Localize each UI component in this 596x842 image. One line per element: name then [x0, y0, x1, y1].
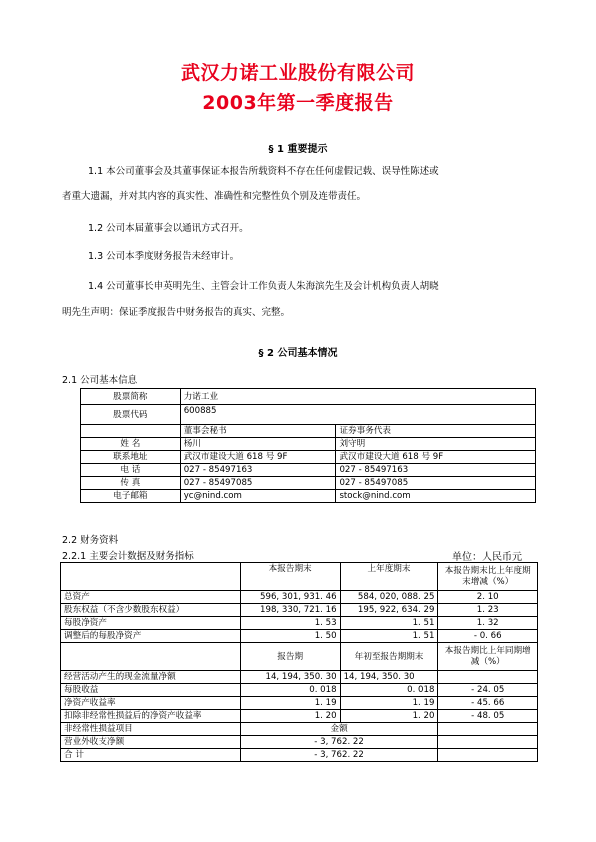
secretary-name: 杨川 [180, 438, 336, 451]
row-label: 扣除非经常性损益后的净资产收益率 [61, 710, 241, 723]
cell-value: 1. 19 [340, 697, 438, 710]
cell-value: - 0. 66 [438, 630, 538, 643]
col-prior-year-end: 上年度期末 [340, 563, 438, 591]
table-row [81, 389, 536, 405]
table-row [61, 736, 538, 749]
cell-value: 1. 51 [340, 617, 438, 630]
table-row [61, 710, 538, 723]
cell-value: 198, 330, 721. 16 [240, 604, 340, 617]
cell-value: 2. 10 [438, 591, 538, 604]
para-1-4-line2: 明先生声明：保证季度报告中财务报告的真实、完整。 [62, 307, 291, 318]
cell-value: - 45. 66 [438, 697, 538, 710]
rep-name: 刘守明 [336, 438, 536, 451]
table-row [61, 617, 538, 630]
fax-label: 传 真 [81, 477, 181, 490]
cell-value: 1. 51 [340, 630, 438, 643]
table-row [81, 464, 536, 477]
rep-email: stock@nind.com [336, 490, 536, 503]
col-change-vs-prior-year-end: 本报告期末比上年度期末增减（%） [438, 563, 538, 591]
empty-cell [61, 563, 241, 591]
stock-short-name-value: 力诺工业 [180, 389, 535, 405]
cell-value: 0. 018 [340, 684, 438, 697]
para-1-2: 1.2 公司本届董事会以通讯方式召开。 [88, 223, 249, 234]
cell-value: 195, 922, 634. 29 [340, 604, 438, 617]
basic-info-table [80, 388, 536, 503]
table-row [81, 451, 536, 464]
col-change-vs-prior-period: 本报告期比上年同期增减（%） [438, 643, 538, 671]
address-label: 联系地址 [81, 451, 181, 464]
rep-fax: 027 - 85497085 [336, 477, 536, 490]
para-1-1-line1: 1.1 本公司董事会及其董事保证本报告所载资料不存在任何虚假记载、误导性陈述或 [88, 166, 439, 177]
empty-cell [61, 643, 241, 671]
cell-value: 1. 20 [340, 710, 438, 723]
empty-cell [438, 749, 538, 762]
email-label: 电子邮箱 [81, 490, 181, 503]
row-label: 经营活动产生的现金流量净额 [61, 671, 241, 684]
col-period-end: 本报告期末 [240, 563, 340, 591]
stock-short-name-label: 股票简称 [81, 389, 181, 405]
row-label: 每股收益 [61, 684, 241, 697]
secretary-email: yc@nind.com [180, 490, 336, 503]
subheading-finance: 2.2 财务资料 [62, 535, 119, 546]
section2-heading: § 2 公司基本情况 [258, 348, 338, 359]
cell-value [438, 671, 538, 684]
document-title-report: 2003年第一季度报告 [202, 92, 394, 114]
cell-value: 0. 018 [240, 684, 340, 697]
nonrecurring-item-label: 非经常性损益项目 [61, 723, 241, 736]
rep-phone: 027 - 85497163 [336, 464, 536, 477]
cell-value: - 48. 05 [438, 710, 538, 723]
row-label: 调整后的每股净资产 [61, 630, 241, 643]
row-label: 合 计 [61, 749, 241, 762]
subheading-indicators: 2.2.1 主要会计数据及财务指标 [62, 551, 194, 562]
table-row [81, 490, 536, 503]
table-row [81, 425, 536, 438]
secretary-column-header: 董事会秘书 [180, 425, 336, 438]
section1-heading: § 1 重要提示 [268, 144, 328, 155]
table-row [61, 643, 538, 671]
table-row [81, 477, 536, 490]
cell-value: - 3, 762. 22 [240, 736, 438, 749]
cell-value: 1. 32 [438, 617, 538, 630]
document-title-company: 武汉力诺工业股份有限公司 [180, 62, 415, 84]
rep-column-header: 证券事务代表 [336, 425, 536, 438]
cell-value: 14, 194, 350. 30 [240, 671, 340, 684]
secretary-phone: 027 - 85497163 [180, 464, 336, 477]
para-1-3: 1.3 公司本季度财务报告未经审计。 [88, 251, 240, 262]
currency-unit: 单位：人民币元 [452, 552, 522, 563]
name-label: 姓 名 [81, 438, 181, 451]
row-label: 净资产收益率 [61, 697, 241, 710]
cell-value: 1. 53 [240, 617, 340, 630]
cell-value: - 3, 762. 22 [240, 749, 438, 762]
cell-value: 1. 23 [438, 604, 538, 617]
empty-cell [81, 425, 181, 438]
nonrecurring-amount-label: 金额 [240, 723, 438, 736]
row-label: 营业外收支净额 [61, 736, 241, 749]
para-1-1-line2: 者重大遗漏，并对其内容的真实性、准确性和完整性负个别及连带责任。 [62, 191, 367, 202]
phone-label: 电 话 [81, 464, 181, 477]
table-row [81, 405, 536, 425]
para-1-4-line1: 1.4 公司董事长申英明先生、主管会计工作负责人朱海滨先生及会计机构负责人胡晓 [88, 281, 439, 292]
empty-cell [438, 736, 538, 749]
table-row [61, 684, 538, 697]
table-row [61, 604, 538, 617]
table-row [61, 671, 538, 684]
cell-value: 1. 50 [240, 630, 340, 643]
rep-address: 武汉市建设大道 618 号 9F [336, 451, 536, 464]
cell-value: 14, 194, 350. 30 [340, 671, 438, 684]
cell-value: 1. 19 [240, 697, 340, 710]
cell-value: 596, 301, 931. 46 [240, 591, 340, 604]
empty-cell [438, 723, 538, 736]
row-label: 总资产 [61, 591, 241, 604]
row-label: 每股净资产 [61, 617, 241, 630]
cell-value: 584, 020, 088. 25 [340, 591, 438, 604]
cell-value: - 24. 05 [438, 684, 538, 697]
subheading-basic-info: 2.1 公司基本信息 [62, 375, 138, 386]
col-report-period: 报告期 [240, 643, 340, 671]
table-row [81, 438, 536, 451]
secretary-fax: 027 - 85497085 [180, 477, 336, 490]
table-row [61, 749, 538, 762]
stock-code-label: 股票代码 [81, 405, 181, 425]
row-label: 股东权益（不含少数股东权益） [61, 604, 241, 617]
stock-code-value: 600885 [180, 405, 535, 425]
financial-table [60, 562, 538, 762]
table-row [61, 630, 538, 643]
table-row [61, 697, 538, 710]
secretary-address: 武汉市建设大道 618 号 9F [180, 451, 336, 464]
cell-value: 1. 20 [240, 710, 340, 723]
table-row [61, 591, 538, 604]
table-row [61, 563, 538, 591]
col-year-to-date: 年初至报告期期末 [340, 643, 438, 671]
table-row [61, 723, 538, 736]
